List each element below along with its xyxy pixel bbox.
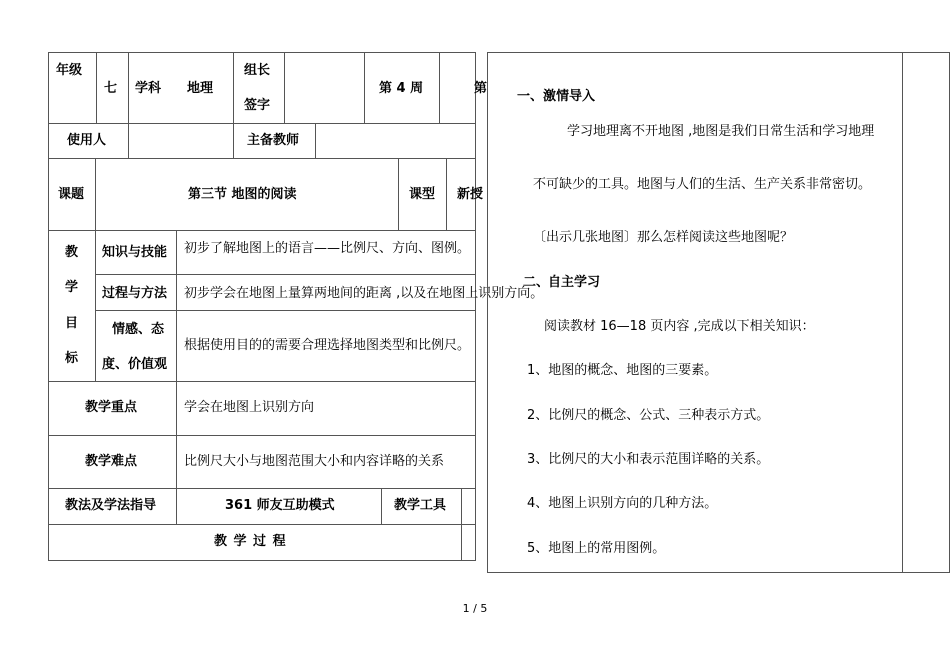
table-line <box>48 123 476 124</box>
emotion-values-label-line1: 情感、态 <box>112 322 165 337</box>
table-line <box>96 52 97 123</box>
knowledge-skill-label: 知识与技能 <box>102 245 168 260</box>
table-line <box>315 123 316 158</box>
emotion-values-text: 根据使用目的的需要合理选择地图类型和比例尺。 <box>184 338 471 353</box>
process-side-column <box>901 52 950 573</box>
grade-label: 年级 <box>56 63 83 78</box>
objectives-label-char: 标 <box>65 351 79 366</box>
objectives-label-char: 教 <box>65 245 79 260</box>
table-line <box>461 488 462 560</box>
method-guidance-label: 教法及学法指导 <box>65 498 157 513</box>
period-label-cut: 第 <box>474 81 488 96</box>
table-line <box>48 381 476 382</box>
teaching-process-title: 教 学 过 程 <box>214 534 287 549</box>
subject-value: 地理 <box>187 81 214 96</box>
user-label: 使用人 <box>67 133 107 148</box>
table-line <box>48 488 476 489</box>
study-item: 5、地图上的常用图例。 <box>527 541 666 556</box>
study-item: 1、地图的概念、地图的三要素。 <box>527 363 718 378</box>
table-line <box>48 158 476 159</box>
topic-value: 第三节 地图的阅读 <box>188 187 297 202</box>
intro-text-line: 学习地理离不开地图 ,地图是我们日常生活和学习地理 <box>567 124 875 139</box>
teaching-tools-label: 教学工具 <box>394 498 447 513</box>
main-teacher-label: 主备教师 <box>247 133 300 148</box>
study-item: 3、比例尺的大小和表示范围详略的关系。 <box>527 452 770 467</box>
table-line <box>398 158 399 230</box>
objectives-label-char: 学 <box>65 280 79 295</box>
section-title-self-study: 自主学习 <box>548 275 601 290</box>
table-line <box>48 230 476 231</box>
table-line <box>233 123 234 158</box>
lesson-type-value: 新授 <box>457 187 484 202</box>
leader-sign-label-line2: 签字 <box>244 98 271 113</box>
table-line <box>48 560 476 561</box>
section-title-intro: 一、激情导入 <box>517 89 596 104</box>
table-line <box>48 524 476 525</box>
teaching-process-panel <box>487 52 950 573</box>
intro-text-line: 不可缺少的工具。地图与人们的生活、生产关系非常密切。 <box>533 177 872 192</box>
intro-text-line: 〔出示几张地图〕那么怎样阅读这些地图呢？ <box>533 230 794 245</box>
table-line <box>96 310 476 311</box>
table-line <box>48 52 476 53</box>
difficulty-text: 比例尺大小与地图范围大小和内容详略的关系 <box>184 454 445 469</box>
topic-label: 课题 <box>58 187 85 202</box>
emotion-values-label-line2: 度、价值观 <box>102 357 168 372</box>
table-line <box>439 52 440 123</box>
table-line <box>48 52 49 561</box>
table-line <box>446 158 447 230</box>
study-item: 4、地图上识别方向的几种方法。 <box>527 496 718 511</box>
table-line <box>364 52 365 123</box>
lesson-plan-table <box>48 52 544 561</box>
difficulty-label: 教学难点 <box>85 454 138 469</box>
objectives-label-char: 目 <box>65 316 79 331</box>
study-item: 2、比例尺的概念、公式、三种表示方式。 <box>527 408 770 423</box>
table-line <box>381 488 382 524</box>
process-method-label: 过程与方法 <box>102 286 168 301</box>
table-line <box>128 52 129 158</box>
knowledge-skill-text: 初步了解地图上的语言——比例尺、方向、图例。 <box>184 241 471 256</box>
key-point-text: 学会在地图上识别方向 <box>184 400 315 415</box>
process-method-text: 初步学会在地图上量算两地间的距离 ,以及在地图上识别方向。 <box>184 286 544 301</box>
table-line <box>48 435 476 436</box>
table-line <box>96 274 476 275</box>
page-indicator: 1 / 5 <box>462 602 488 615</box>
table-line <box>284 52 285 123</box>
grade-value: 七 <box>104 81 118 96</box>
lesson-type-label: 课型 <box>409 187 436 202</box>
table-line <box>475 52 476 561</box>
read-instruction: 阅读教材 16—18 页内容 ,完成以下相关知识： <box>544 319 815 334</box>
section-number-self-study: 二、 <box>523 275 550 290</box>
key-point-label: 教学重点 <box>85 400 138 415</box>
table-line <box>233 52 234 123</box>
method-guidance-value: 361 师友互助模式 <box>225 498 335 513</box>
subject-label: 学科 <box>135 81 162 96</box>
table-line <box>95 158 96 381</box>
table-line <box>176 230 177 524</box>
week-label: 第 4 周 <box>379 81 424 96</box>
leader-sign-label-line1: 组长 <box>244 63 271 78</box>
